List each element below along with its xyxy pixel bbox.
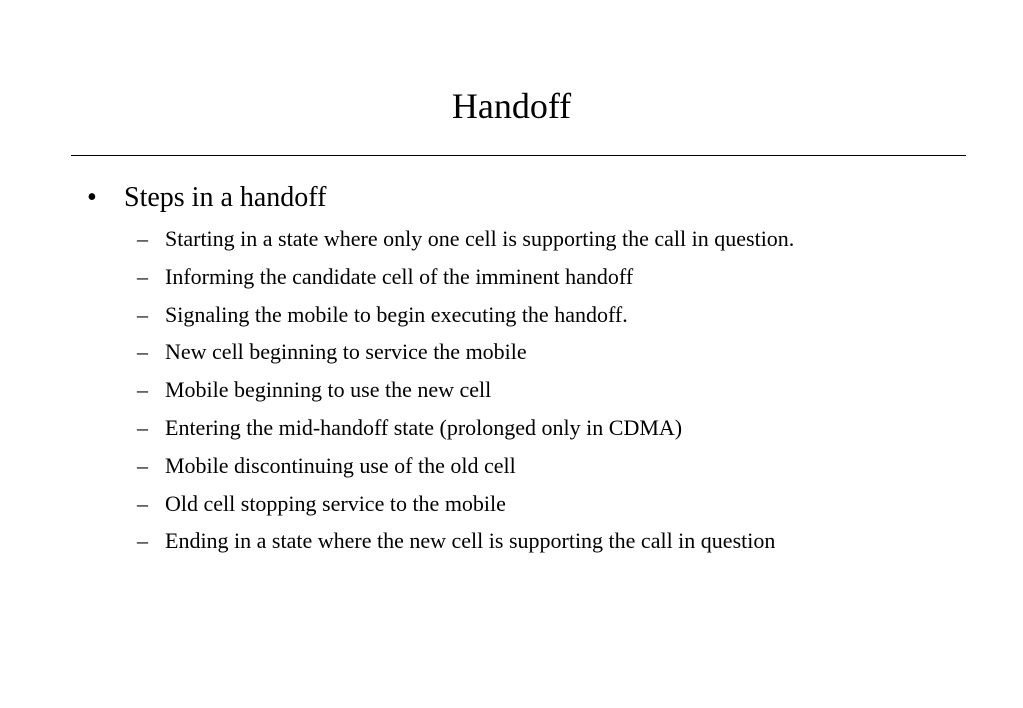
sub-bullet-text: Mobile discontinuing use of the old cell bbox=[165, 452, 516, 478]
slide-title: Handoff bbox=[451, 86, 572, 126]
sub-bullet-text: Starting in a state where only one cell is supporting the call in question. bbox=[165, 226, 795, 251]
dash-marker: – bbox=[137, 490, 148, 516]
sub-bullet-text: Old cell stopping service to the mobile bbox=[165, 490, 506, 516]
dash-marker: – bbox=[137, 528, 148, 554]
dash-marker: – bbox=[137, 301, 148, 327]
dash-marker: – bbox=[137, 263, 148, 289]
dash-marker: – bbox=[137, 452, 148, 478]
sub-bullet-text: Entering the mid-handoff state (prolonged only in CDMA) bbox=[165, 414, 683, 440]
title-divider bbox=[71, 155, 966, 156]
dash-marker: – bbox=[137, 414, 148, 440]
bullet-text: Steps in a handoff bbox=[124, 182, 327, 213]
sub-bullet-text: New cell beginning to service the mobile bbox=[165, 339, 527, 365]
sub-bullet-text: Signaling the mobile to begin executing the handoff. bbox=[165, 301, 628, 327]
bullet-marker: • bbox=[87, 182, 97, 213]
dash-marker: – bbox=[137, 377, 148, 403]
dash-marker: – bbox=[137, 226, 148, 251]
dash-marker: – bbox=[137, 339, 148, 365]
sub-bullet-text: Informing the candidate cell of the imminent handoff bbox=[165, 263, 634, 289]
sub-bullet-text: Mobile beginning to use the new cell bbox=[165, 377, 492, 403]
sub-bullet-text: Ending in a state where the new cell is supporting the call in question bbox=[165, 528, 776, 554]
